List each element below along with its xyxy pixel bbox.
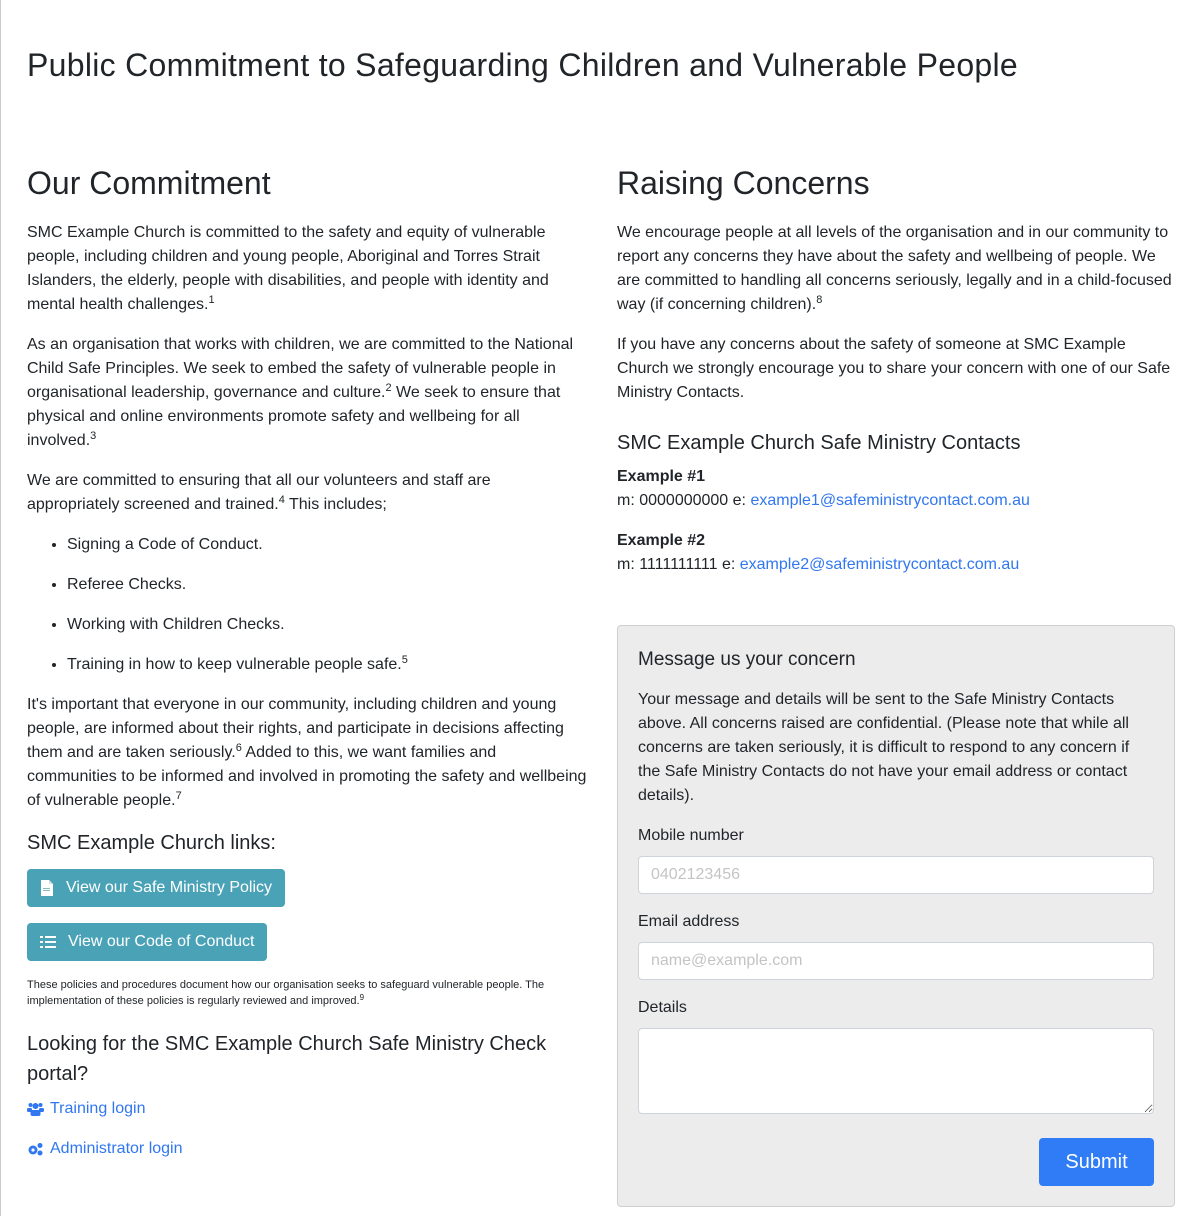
button-label: View our Safe Ministry Policy (66, 879, 272, 896)
paragraph: If you have any concerns about the safety of someone at SMC Example Church we strongly encourage you to share your concern with one of our Safe Ministry Contacts. (617, 336, 1171, 401)
list-item: • Working with Children Checks. (67, 613, 587, 637)
details-label: Details (638, 999, 687, 1016)
footnote-ref: 9 (359, 993, 365, 1002)
paragraph (27, 469, 587, 517)
text: Added to this, we want families and communities to be informed and involved in promoting the safety and wellbeing of vulnerable people. (27, 744, 587, 809)
concern-form (617, 625, 1175, 1207)
footnote-ref: 4 (278, 494, 285, 506)
code-of-conduct-button[interactable] (27, 923, 267, 961)
contacts-heading: SMC Example Church Safe Ministry Contacts (617, 432, 1021, 454)
screening-list (27, 533, 587, 677)
users-icon (27, 1102, 44, 1116)
email-prefix: e: (728, 492, 751, 509)
text: SMC Example Church is committed to the safety and equity of vulnerable people, including children and young people, Aboriginal and Torres Strait Islanders, the elderly, people with disabilities, and people with identity and mental health challenges. (27, 224, 549, 313)
links-heading: SMC Example Church links: (27, 832, 276, 854)
link-label: Training login (50, 1100, 146, 1117)
email-label: Email address (638, 913, 740, 930)
file-icon (40, 880, 54, 896)
page-title: Public Commitment to Safeguarding Children and Vulnerable People (27, 47, 1019, 83)
policies-note (27, 977, 587, 1009)
list-item: • Referee Checks. (67, 573, 587, 597)
text: This includes; (284, 496, 387, 513)
footnote-ref: 2 (385, 382, 392, 394)
text: These policies and procedures document how our organisation seeks to safeguard vulnerable people. The implementation of these policies is regularly reviewed and improved. (27, 979, 545, 1007)
mobile-input[interactable] (638, 856, 1154, 894)
text: Training in how to keep vulnerable people safe. (67, 656, 402, 673)
mobile-label: Mobile number (638, 827, 744, 844)
footnote-ref: 1 (208, 294, 215, 306)
concerns-column (617, 163, 1175, 1207)
text: We encourage people at all levels of the organisation and in our community to report any concerns they have about the safety and wellbeing of people. We are committed to handling all concerns seriously, legally and in a child-focused way (if concerning children). (617, 224, 1172, 313)
paragraph (27, 333, 587, 453)
form-intro: Your message and details will be sent to the Safe Ministry Contacts above. All concerns raised are confidential. (Please note that while all concerns are taken seriously, it is difficult to respond to any concern if the Safe Ministry Contacts do not have your email address or contact details). (638, 691, 1130, 804)
list-icon (40, 935, 56, 949)
footnote-ref: 3 (90, 430, 97, 442)
administrator-login-link[interactable] (27, 1137, 587, 1161)
text: We are committed to ensuring that all our volunteers and staff are appropriately screened and trained. (27, 472, 491, 513)
contact-email-link[interactable]: example2@safeministrycontact.com.au (739, 556, 1020, 573)
portal-heading: Looking for the SMC Example Church Safe Ministry Check portal? (27, 1033, 547, 1085)
text: As an organisation that works with children, we are committed to the National Child Safe Principles. We seek to embed the safety of vulnerable people in organisational leadership, governance and culture. (27, 336, 574, 401)
contact (617, 465, 1175, 513)
button-label: View our Code of Conduct (68, 933, 255, 950)
paragraph (27, 221, 587, 317)
concerns-heading: Raising Concerns (617, 165, 870, 201)
details-textarea[interactable] (638, 1028, 1154, 1114)
text: It's important that everyone in our community, including children and young people, are informed about their rights, and participate in decisions affecting them and are taken seriously. (27, 696, 564, 761)
paragraph (617, 221, 1175, 317)
footnote-ref: 7 (175, 790, 182, 802)
list-item (67, 653, 587, 677)
link-label: Administrator login (50, 1140, 183, 1157)
submit-button[interactable]: Submit (1039, 1138, 1154, 1186)
form-title: Message us your concern (638, 649, 856, 670)
footnote-ref: 6 (235, 742, 242, 754)
footnote-ref: 8 (816, 294, 823, 306)
cogs-icon (27, 1142, 44, 1156)
contact-mobile: m: 1111111111 (617, 556, 718, 573)
paragraph (27, 693, 587, 813)
contact-name: Example #1 (617, 468, 706, 485)
training-login-link[interactable] (27, 1097, 587, 1121)
email-prefix: e: (717, 556, 740, 573)
contact-name: Example #2 (617, 532, 706, 549)
contact (617, 529, 1175, 577)
commitment-heading: Our Commitment (27, 165, 271, 201)
footnote-ref: 5 (401, 654, 408, 666)
contact-mobile: m: 0000000000 (617, 492, 729, 509)
list-item: • Signing a Code of Conduct. (67, 533, 587, 557)
text: We seek to ensure that physical and online environments promote safety and wellbeing for all involved. (27, 384, 561, 449)
email-input[interactable] (638, 942, 1154, 980)
commitment-column (27, 163, 587, 1177)
safe-ministry-policy-button[interactable] (27, 869, 285, 907)
contact-email-link[interactable]: example1@safeministrycontact.com.au (750, 492, 1030, 509)
